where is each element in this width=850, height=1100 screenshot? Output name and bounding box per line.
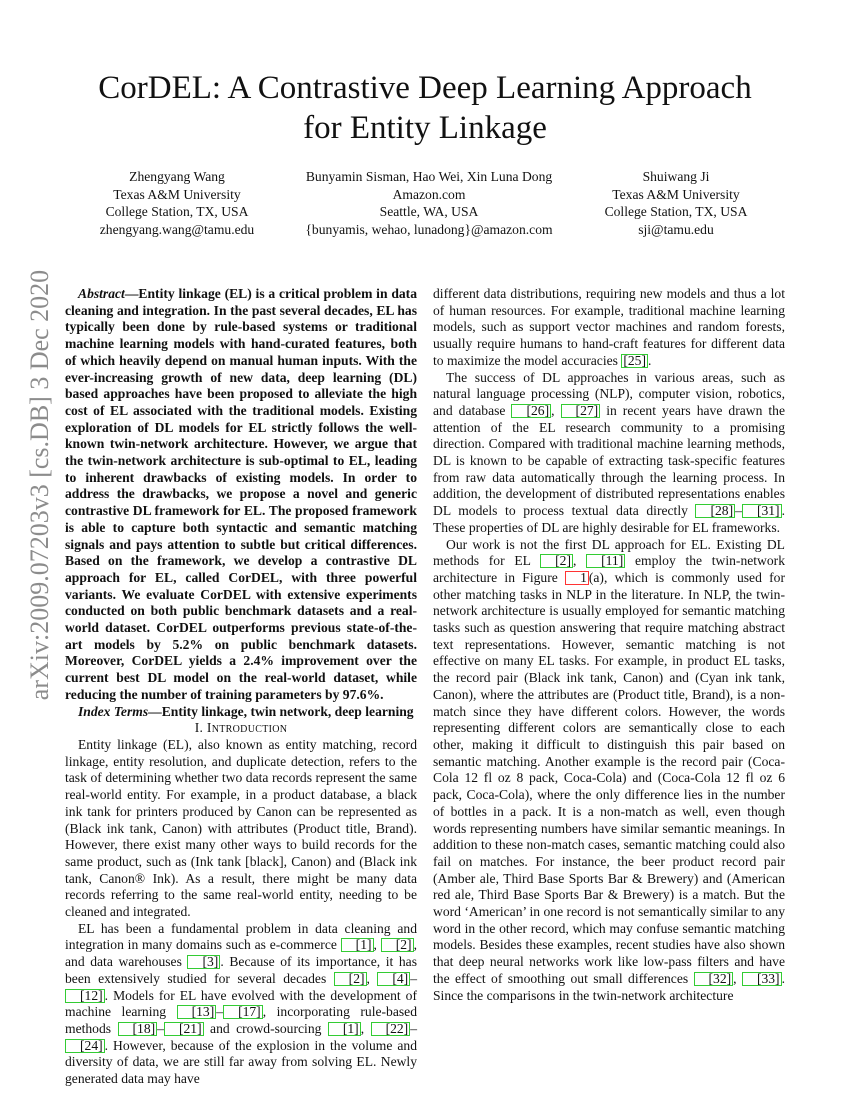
author-name: Zhengyang Wang (129, 169, 225, 184)
paragraph: Our work is not the first DL approach for EL. Existing DL methods for EL [2] , [11] employ the twin-network architecture in Figure 1 (a), which is commonly used for other matching tasks in NLP in the literature. In NLP, the twin-network architecture is usually employed for semantic matching tasks such as question answering that require matching abstract text representations. However, semantic matching is not effective on many EL tasks. For example, in product EL tasks, the record pair (Black ink tank, Canon) and (Cyan ink tank, Canon), where the attributes are (Product title, Brand), is a non-match since they have different colors. However, the words representing different colors are semantically close to each other, making it difficult to distinguish this pair based on semantic matching. Another example is the record pair (Coca-Cola 12 fl oz 8 pack, Coca-Cola) and (Coca-Cola 12 fl oz 6 pack, Coca-Cola), where the only difference lies in the number of bottles in a pack. It is a non-match as well, even though words representing numbers have similar semantic meanings. In addition to these non-match cases, semantic matching could also fail on matches. For instance, the beer product record pair (Amber ale, Third Base Sports Bar & Brewery) and (American red ale, Third Base Sports Bar & Brewery) is a match. But the word ‘American’ in one record is not semantically similar to any word in the other record, which may confuse semantic matching models. Besides these examples, recent studies have also shown that deep neural networks work like low-pass filters and have the effect of smoothing out small differences [32] , [33] . Since the comparisons in the twin-network architecture (433, 536, 785, 1003)
citation-link[interactable]: [33] (742, 972, 782, 986)
citation-link[interactable]: [2] (540, 554, 573, 568)
citation-link[interactable]: [25] (623, 352, 646, 368)
author-2 (280, 168, 578, 238)
citation-link[interactable]: [4] (377, 972, 410, 986)
paragraph: The success of DL approaches in various areas, such as natural language processing (NLP), computer vision, robotics, and database [26] , [27] in recent years have drawn the attention of the EL research community to a promising direction. Compared with traditional machine learning methods, DL is known to be capable of extracting task-specific features from raw data automatically through the learning process. In addition, the development of distributed representations enables DL models to process textual data directly [28] – [31] . These properties of DL are highly desirable for EL frameworks. (433, 369, 785, 535)
author-affiliation: Texas A&M University (113, 186, 241, 202)
author-affiliation: Texas A&M University (612, 186, 740, 202)
citation-link[interactable]: [18] (118, 1022, 158, 1036)
author-location: College Station, TX, USA (105, 204, 249, 219)
citation-link[interactable]: [13] (177, 1005, 217, 1019)
author-name: Shuiwang Ji (642, 169, 710, 184)
author-location: Seattle, WA, USA (379, 204, 479, 219)
title-line-2: for Entity Linkage (303, 110, 547, 146)
author-location: College Station, TX, USA (604, 204, 748, 219)
title-line-1: CorDEL: A Contrastive Deep Learning Approach (98, 70, 752, 106)
citation-link[interactable]: [1] (341, 938, 374, 952)
citation-link[interactable]: [12] (65, 989, 105, 1003)
paragraph: different data distributions, requiring new models and thus a lot of human resources. For example, traditional machine learning models, such as support vector machines and random forests, usually require humans to hand-craft features for different data to maximize the model accuracies [25] . (433, 286, 785, 368)
paragraph: EL has been a fundamental problem in data cleaning and integration in many domains such as e-commerce [1] , [2] , and data warehouses [3] . Because of its importance, it has been extensively studied for several decades [2] , [4] –[12] . Models for EL have evolved with the development of machine learning [13] – [17] , incorporating rule-based methods [18] – [21] and crowd-sourcing [1] , [22] –[24] . However, because of the explosion in the volume and diversity of data, we are still far away from solving EL. Newly generated data may have (65, 920, 418, 1087)
author-affiliation: Amazon.com (392, 186, 466, 202)
citation-link[interactable]: [24] (65, 1039, 105, 1053)
abstract-label: Abstract (78, 286, 125, 301)
citation-link[interactable]: [17] (223, 1005, 263, 1019)
arxiv-stamp (10, 269, 70, 701)
figure-reference-link[interactable]: 1 (565, 571, 589, 585)
arxiv-identifier[interactable]: arXiv:2009.07203v3 [cs.DB] 3 Dec 2020 (25, 269, 54, 701)
section-heading-introduction: I. Introduction (194, 720, 288, 736)
author-name: Bunyamin Sisman, Hao Wei, Xin Luna Dong (305, 169, 553, 184)
citation-link[interactable]: [27] (561, 404, 601, 418)
author-email[interactable]: sji@tamu.edu (638, 221, 714, 237)
citation-link[interactable]: [21] (164, 1022, 204, 1036)
citation-link[interactable]: [28] (695, 504, 735, 518)
right-column (433, 286, 785, 1004)
abstract (65, 286, 417, 704)
abstract-text: —Entity linkage (EL) is a critical problem in data cleaning and integration. In the past several decades, EL has typically been done by rule-based systems or traditional machine learning models with hand-curated features, both of which heavily depend on manual human inputs. With the ever-increasing growth of new data, deep learning (DL) based approaches have been proposed to alleviate the high cost of EL associated with the traditional models. Existing exploration of DL models for EL strictly follows the well-known twin-network architecture. However, we argue that the twin-network architecture is sub-optimal to EL, leading to inherent drawbacks of existing models. In order to address the drawbacks, we propose a novel and generic contrastive DL framework for EL. The proposed framework is able to capture both syntactic and semantic matching signals and pays attention to subtle but critical differences. Based on the framework, we develop a contrastive DL approach for EL, called CorDEL, with three powerful variants. We evaluate CorDEL with extensive experiments conducted on both public benchmark datasets and a real-world dataset. CorDEL outperforms previous state-of-the-art models by 5.2% on public benchmark datasets. Moreover, CorDEL yields a 2.4% improvement over the current best DL model on the real-world dataset, while reducing the number of training parameters by 97.6%. (65, 286, 417, 702)
author-email[interactable]: {bunyamis, wehao, lunadong}@amazon.com (305, 221, 553, 237)
author-3 (590, 168, 762, 238)
citation-link[interactable]: [1] (328, 1022, 361, 1036)
citation-link[interactable]: [31] (742, 504, 782, 518)
index-terms-label: Index Terms (78, 703, 149, 719)
citation-link[interactable]: [2] (334, 972, 367, 986)
index-terms (65, 704, 417, 721)
citation-link[interactable]: [22] (371, 1022, 411, 1036)
index-terms-text: —Entity linkage, twin network, deep learning (148, 703, 414, 719)
citation-link[interactable]: [2] (381, 938, 414, 952)
citation-link[interactable]: [26] (511, 404, 551, 418)
citation-link[interactable]: [11] (586, 554, 625, 568)
author-email[interactable]: zhengyang.wang@tamu.edu (99, 221, 255, 237)
paper-title (40, 68, 810, 148)
citation-link[interactable]: [3] (187, 955, 220, 969)
left-column (65, 286, 417, 1088)
author-1 (92, 168, 262, 238)
citation-link[interactable]: [32] (694, 972, 734, 986)
paragraph: Entity linkage (EL), also known as entity matching, record linkage, entity resolution, and duplicate detection, refers to the task of determining whether two data records represent the same real-world entity. For example, in a product database, a black ink tank for printers produced by Canon can be represented as (Black ink tank, Canon) with attributes (Product title, Brand). However, there exist many other ways to build records for the same product, such as (Ink tank [black], Canon) and (Black ink tank, Canon® Ink). As a result, there might be many data records referring to the same real-world entity, needing to be cleaned and integrated. (65, 736, 417, 920)
